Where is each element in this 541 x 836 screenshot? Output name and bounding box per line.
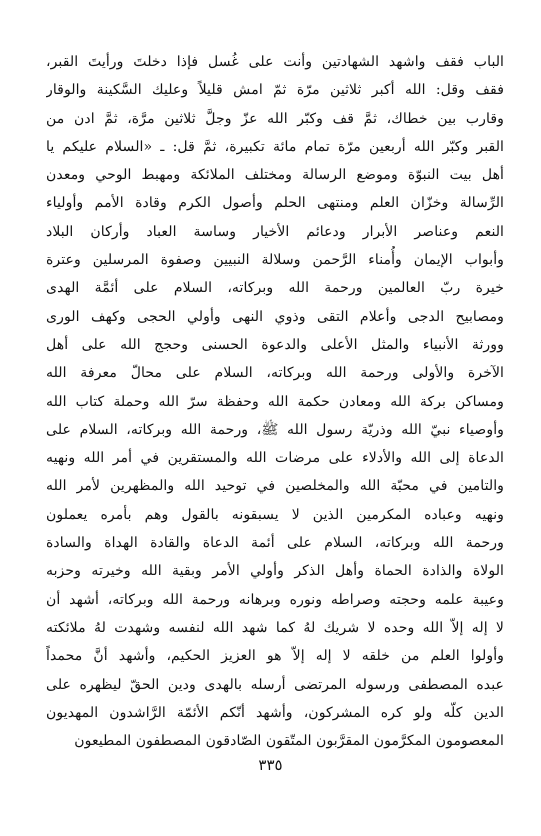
text-line-3: وقارب بين خطاك، ثمَّ قف وكبّر الله عزّ وجلَّ ثلاثين مرَّة، ثمَّ ادن من: [46, 110, 504, 127]
text-line-23: عبده المصطفى ورسوله المرتضى أرسله بالهدى ودين الحقّ ليظهره على: [46, 676, 504, 693]
text-line-15: الدعاة إلى الله والأدلاء على مرضات الله والمستقرين في أمر الله ونهيه: [46, 450, 504, 467]
text-line-14: وأوصياء نبيّ الله وذريّة رسول الله ﷺ، ورحمة الله وبركاته، السلام على: [46, 421, 504, 438]
text-line-5: أهل بيت النبوّة وموضع الرسالة ومختلف الملائكة ومهبط الوحي ومعدن: [46, 167, 504, 184]
text-line-9: خيرة ربّ العالمين ورحمة الله وبركاته، السلام على أئمَّة الهدى: [46, 280, 504, 297]
text-line-18: ورحمة الله وبركاته، السلام على أئمة الدعاة والقادة الهداة والسادة: [46, 535, 504, 552]
text-line-4: القبر وكبّر الله أربعين مرّة تمام مائة تكبيرة، ثمَّ قل: ـ «السلام عليكم يا: [46, 138, 504, 155]
text-line-17: ونهيه وعباده المكرمين الذين لا يسبقونه بالقول وهم بأمره يعملون: [46, 506, 504, 523]
text-line-10: ومصابيح الدجى وأعلام التقى وذوي النهى وأولي الحجى وكهف الورى: [46, 308, 504, 325]
text-line-11: وورثة الأنبياء والمثل الأعلى والدعوة الحسنى وحجج الله على أهل: [46, 336, 504, 353]
text-line-1: الباب فقف واشهد الشهادتين وأنت على غُسل فإذا دخلتَ ورأيتَ القبر،: [46, 54, 504, 70]
text-line-21: لا إله إلاّ الله وحده لا شريك لهُ كما شهد الله لنفسه وشهدت لهُ ملائكته: [46, 619, 504, 636]
body-text: [46, 48, 504, 755]
text-line-24: الدين كلّه ولو كره المشركون، وأشهد أنّكم الأئمّة الرَّاشدون المهديون: [46, 704, 504, 721]
text-line-6: الرِّسالة وخزّان العلم ومنتهى الحلم وأصول الكرم وقادة الأمم وأولياء: [46, 195, 504, 212]
text-line-12: الآخرة والأولى ورحمة الله وبركاته، السلام على محالّ معرفة الله: [46, 365, 504, 382]
text-line-2: فقف وقل: الله أكبر ثلاثين مرّة ثمّ امش قليلاً وعليك السَّكينة والوقار: [46, 82, 504, 99]
text-line-16: والتامين في محبّة الله والمخلصين في توحيد الله والمظهرين لأمر الله: [46, 478, 504, 495]
text-line-13: ومساكن بركة الله ومعادن حكمة الله وحفظة سرّ الله وحملة كتاب الله: [46, 393, 504, 410]
text-line-19: الولاة والذادة الحماة وأهل الذكر وأولي الأمر وبقية الله وخيرته وحزبه: [46, 563, 504, 580]
text-line-8: وأبواب الإيمان وأُمناء الرَّحمن وسلالة النبيين وصفوة المرسلين وعترة: [46, 252, 504, 269]
page-number: ٣٣٥: [258, 756, 283, 774]
text-line-7: النعم وعناصر الأبرار ودعائم الأخيار وساسة العباد وأركان البلاد: [46, 223, 504, 240]
text-line-22: وأولوا العلم من خلقه لا إله إلاّ هو العزيز الحكيم، وأشهد أنَّ محمداً: [46, 648, 504, 665]
text-line-20: وعيبة علمه وحجته وصراطه ونوره وبرهانه ورحمة الله وبركاته، أشهد أن: [46, 591, 504, 608]
text-line-25: المعصومون المكرَّمون المقرَّبون المتّقون الصّادقون المصطفون المطيعون: [74, 733, 504, 750]
